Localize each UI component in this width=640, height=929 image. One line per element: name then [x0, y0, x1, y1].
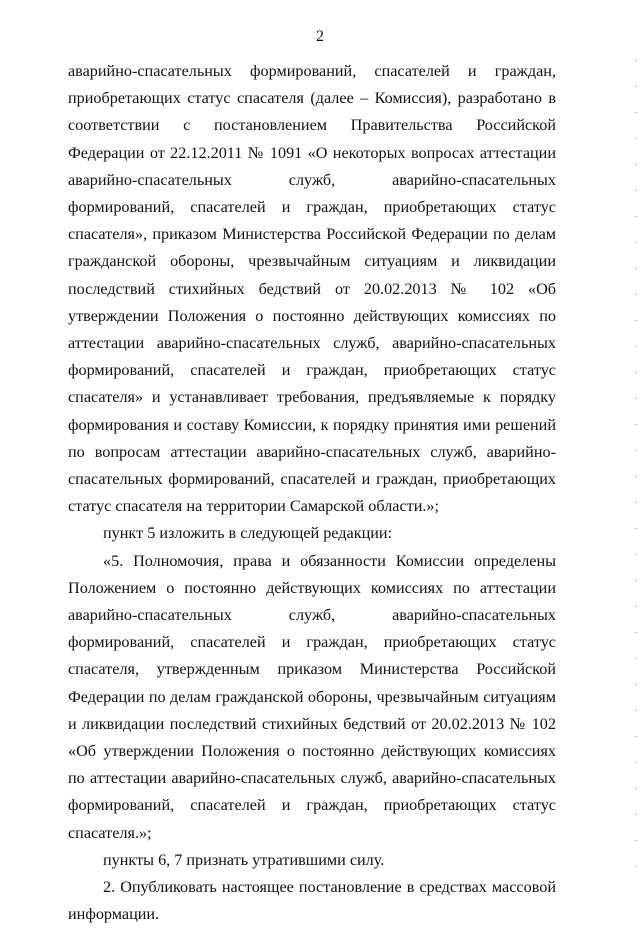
paragraph-continuation: аварийно-спасательных формирований, спасателей и граждан, приобретающих статус спасателя (далее – Комиссия), разработано в соответствии с постановлением Правительства Российской Федерации от 22.12.2011 № 1091 «О некоторых вопросах аттестации аварийно-спасательных служб, аварийно-спасательных формирований, спасателей и граждан, приобретающих статус спасателя», приказом Министерства Российской Федерации по делам гражданской обороны, чрезвычайным ситуациям и ликвидации последствий стихийных бедствий от 20.02.2013 № 102 «Об утверждении Положения о постоянно действующих комиссиях по аттестации аварийно-спасательных служб, аварийно-спасательных формирований, спасателей и граждан, приобретающих статус спасателя» и устанавливает требования, предъявляемые к порядку формирования и составу Комиссии, к порядку принятия ими решений по вопросам аттестации аварийно-спасательных служб, аварийно-спасательных формирований, спасателей и граждан, приобретающих статус спасателя на территории Самарской области.»; — [68, 62, 556, 516]
paragraph-items-6-7: пункты 6, 7 признать утратившими силу. — [103, 850, 385, 869]
paragraph-item-5-text: «5. Полномочия, права и обязанности Комиссии определены Положением о постоянно действующих комиссиях по аттестации аварийно-спасательных служб, аварийно-спасательных формирований, спасателей и граждан, приобретающих статус спасателя, утвержденным приказом Министерства Российской Федерации по делам гражданской обороны, чрезвычайным ситуациям и ликвидации последствий стихийных бедствий от 20.02.2013 № 102 «Об утверждении Положения о постоянно действующих комиссиях по аттестации аварийно-спасательных служб, аварийно-спасательных формирований, спасателей и граждан, приобретающих статус спасателя.»; — [68, 551, 556, 842]
document-body — [68, 58, 556, 929]
paragraph-item-5-intro: пункт 5 изложить в следующей редакции: — [103, 524, 393, 543]
page-number: 2 — [316, 28, 324, 45]
scan-margin-marks — [635, 60, 637, 890]
paragraph-publish: 2. Опубликовать настоящее постановление в средствах массовой информации. — [68, 878, 556, 924]
